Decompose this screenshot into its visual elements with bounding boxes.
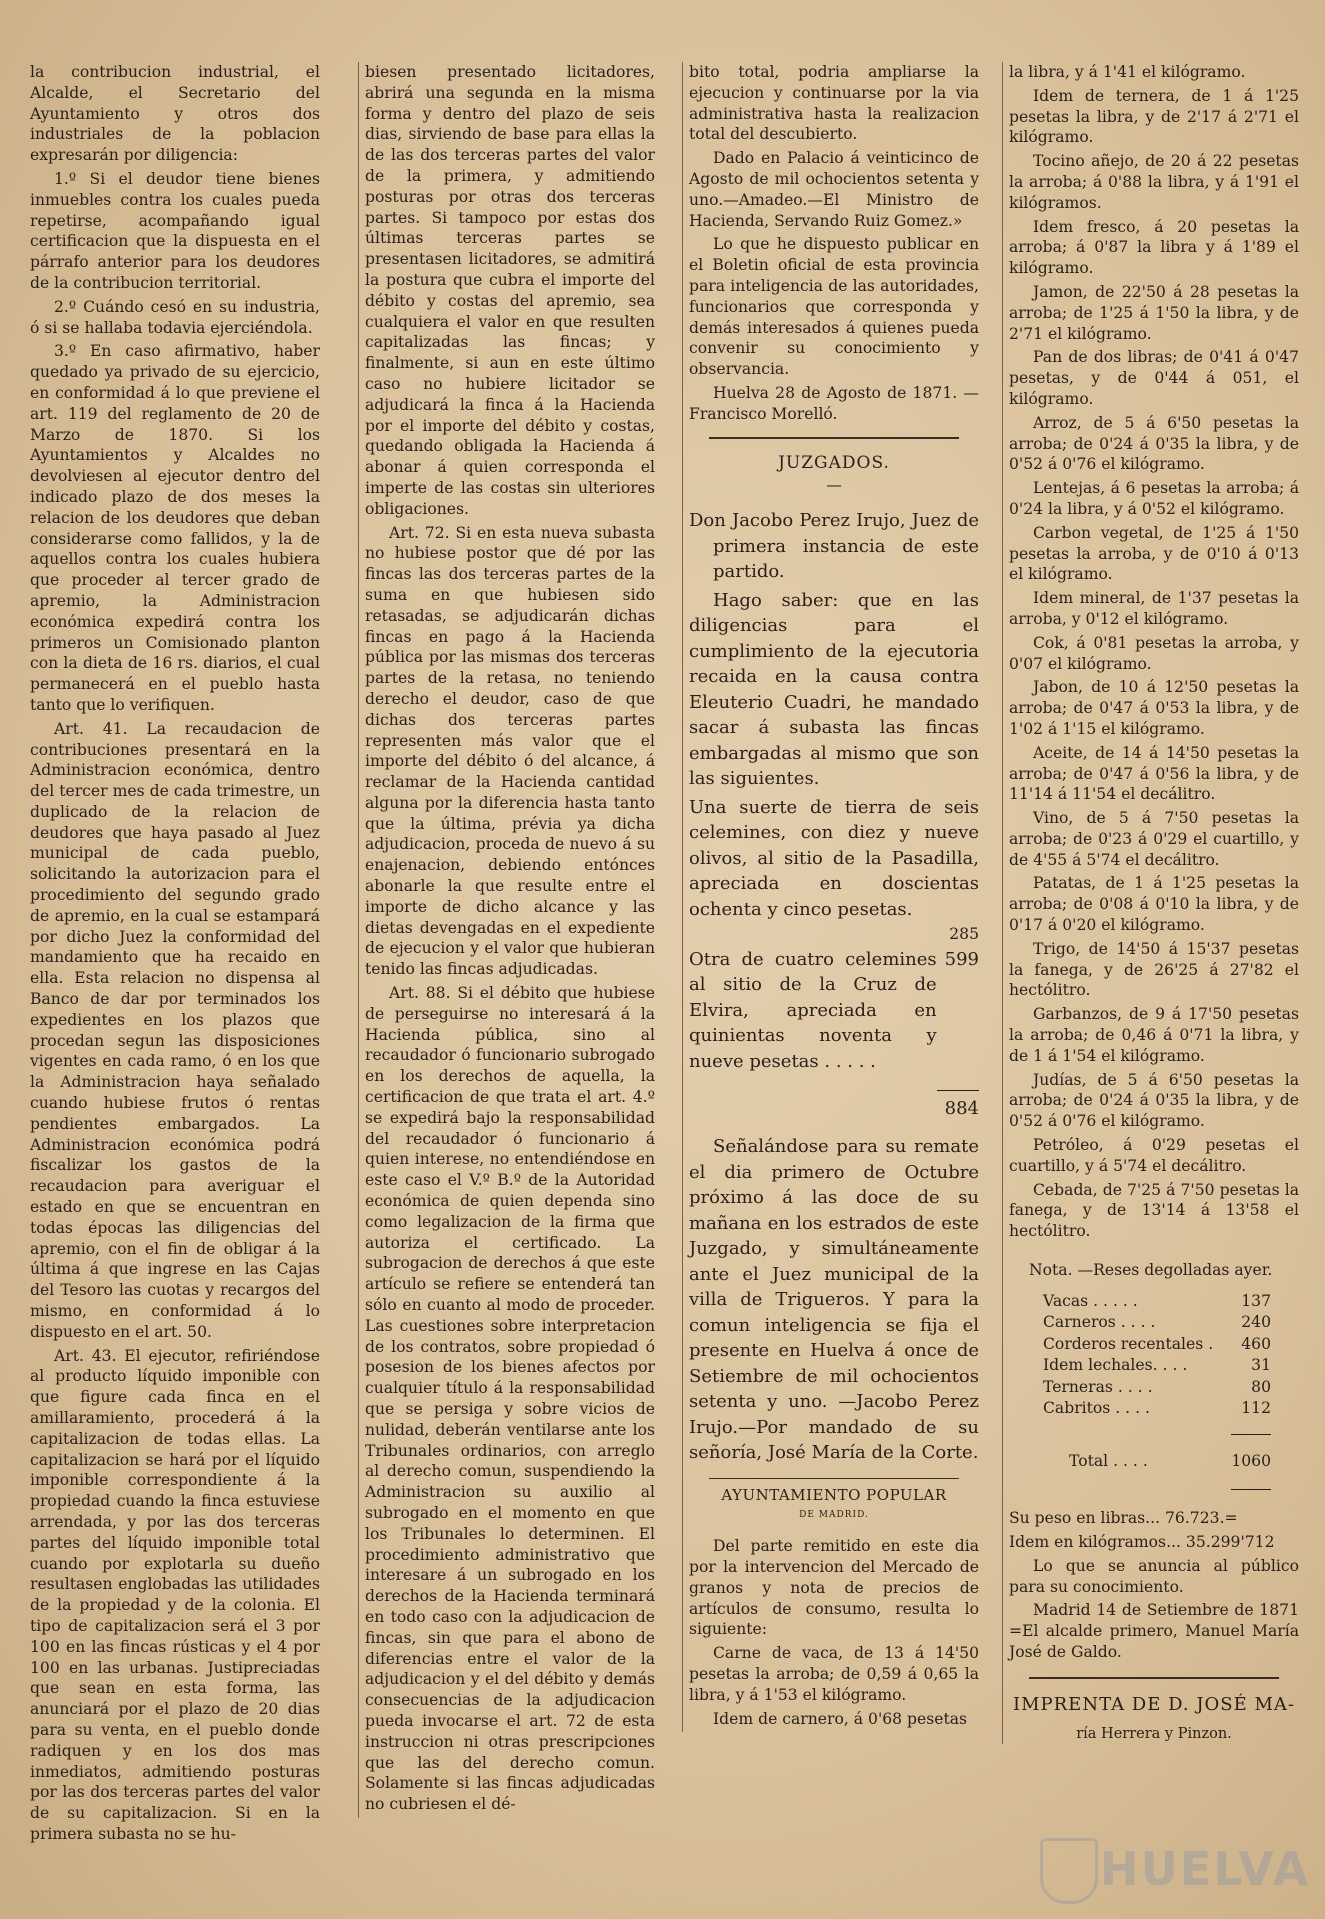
juzgados-notice bbox=[689, 508, 979, 1465]
property-total-row bbox=[689, 1099, 979, 1120]
price-line: Idem mineral, de 1'37 pesetas la arroba, y 0'12 el kilógramo. bbox=[1009, 589, 1299, 628]
paragraph: Art. 72. Si en esta nueva subasta no hubiese postor que dé por las fincas las dos terceras partes de la suma en que hubiesen sido retasadas, se adjudicarán dichas fincas en pago á la Hacienda pública por las mismas dos terceras partes de la retasa, no teniendo derecho el deudor, caso de que dichas dos terceras partes representen más valor que el importe del débito ó del alcance, á reclamar de la Hacienda cantidad alguna por la diferencia hasta tanto que la última, prévia ya dicha adjudicacion, proceda de nuevo á su enajenacion, debiendo entónces abonarle la que resulte entre el importe de dicho alcance y las dietas devengadas en el expediente de ejecucion y el valor que hubieran tenido las fincas adjudicadas. bbox=[365, 523, 655, 979]
paragraph: Art. 41. La recaudacion de contribuciones presentará en la Administracion económica, dentro del tercer mes de cada trimestre, un duplicado de la relacion de deudores que haya pasado al Juez municipal de cada pueblo, solicitando la autorizacion para el procedimiento del segundo grado de apremio, en la cual se estampará por dicho Juez la conformidad del mandamiento que ha recaido en ella. Esta relacion no dispensa al Banco de dar por terminados los expedientes en los plazos que procedan segun las disposiciones vigentes en cada ramo, ó en los que la Administracion haya señalado cuando hubiese frutos ó rentas pendientes embargados. La Administracion económica podrá fiscalizar los gastos de la recaudacion para averiguar el estado en que se encuentran en todas épocas las diligencias del apremio, con el fin de obligar á la última á que ingrese en las Cajas del Tesoro las cuotas y recargos del mismo, en conformidad á lo dispuesto en el art. 50. bbox=[30, 719, 320, 1341]
paragraph: Señalándose para su remate el dia primero de Octubre próximo á las doce de su mañana en los estrados de este Juzgado, y simultáneamente ante el Juez municipal de la villa de Trigueros. Y para la comun inteligencia se fija el presente en Huelva á once de Setiembre de mil ochocientos setenta y uno. —Jacobo Perez Irujo.—Por mandado de su señoría, José María de la Corte. bbox=[689, 1136, 979, 1464]
property-item bbox=[689, 795, 979, 923]
paragraph: Art. 43. El ejecutor, refiriéndose al producto líquido imponible con que figure cada finca en el amillaramiento, procederá á la capitalizacion de todas ellas. La capitalizacion se hará por el líquido imponible correspondiente á la propiedad cuando la finca estuviese arrendada, y por las dos terceras partes del líquido imponible total cuando por explotarla su dueño resultasen englobadas las utilidades de la propiedad y de la colonia. El tipo de capitalizacion será el 3 por 100 en las fincas rústicas y el 4 por 100 en las urbanas. Justipreciadas que sean en esta forma, las anunciará por el plazo de 20 dias para su venta, en el pueblo donde radiquen y en los dos mas inmediatos, admitiendo posturas por las dos terceras partes del valor de su capitalizacion. Si en la primera subasta no se hu- bbox=[30, 1346, 320, 1843]
price-line: Vino, de 5 á 7'50 pesetas la arroba; de 0'23 á 0'29 el cuartillo, y de 4'55 á 5'74 el decálitro. bbox=[1009, 809, 1299, 869]
price-line: Garbanzos, de 9 á 17'50 pesetas la arroba; de 0,46 á 0'71 la libra, y de 1 á 1'54 el kilógramo. bbox=[1009, 1005, 1299, 1065]
property-amount: 599 bbox=[944, 948, 979, 970]
price-line: Carbon vegetal, de 1'25 á 1'50 pesetas la arroba, y de 0'10 á 0'13 el kilógramo. bbox=[1009, 523, 1299, 584]
reses-row bbox=[1043, 1377, 1271, 1399]
section-divider bbox=[709, 437, 959, 439]
paragraph: Carne de vaca, de 13 á 14'50 pesetas la arroba; de 0,59 á 0,65 la libra, y á 1'53 el kilógramo. bbox=[689, 1644, 979, 1704]
paragraph: Art. 88. Si el débito que hubiese de perseguirse no interesará á la Hacienda pública, sino al recaudador ó funcionario subrogado en los derechos de aquella, la certificacion de que trata el art. 4.º se expedirá bajo la responsabilidad del recaudador ó funcionario á quien interese, no entendiéndose en este caso el V.º B.º de la Autoridad económica de quien dependa sino como legalizacion de la firma que autoriza el certificado. La subrogacion de derechos á que este artículo se refiere se entenderá tan sólo en cuanto al modo de proceder. Las cuestiones sobre interpretacion de los contratos, sobre propiedad ó posesion de los bienes afectos por cualquier título á la responsabilidad que se persiga y sobre vicios de nulidad, deberán ventilarse ante los Tribunales ordinarios, con arreglo al derecho comun, suspendiendo la Administracion su auxilio al subrogado en el momento en que los Tribunales lo determinen. El procedimiento administrativo que interesare á un subrogado en los derechos de la Hacienda terminará en todo caso con la adjudicacion de fincas, sin que para el abono de diferencias entre el valor de la adjudicacion y el del débito y demás consecuencias de la adjudicacion pueda invocarse el art. 72 de esta instruccion ni otras prescripciones que las del derecho comun. Solamente si las fincas adjudicadas no cubriesen el dé- bbox=[365, 984, 655, 1814]
imprenta-line-2: ría Herrera y Pinzon. bbox=[1076, 1725, 1232, 1742]
price-line: Jabon, de 10 á 12'50 pesetas la arroba; de 0'47 á 0'53 la libra, y de 1'02 á 1'15 el kilógramo. bbox=[1009, 678, 1299, 738]
paragraph: bito total, podria ampliarse la ejecucion y continuarse por la via administrativa hasta la realizacion total del descubierto. bbox=[689, 63, 979, 144]
closing-line: Madrid 14 de Setiembre de 1871 =El alcalde primero, Manuel María José de Galdo. bbox=[1009, 1601, 1299, 1661]
price-line: Pan de dos libras; de 0'41 á 0'47 pesetas, y de 0'44 á 051, el kilógramo. bbox=[1009, 348, 1299, 408]
price-line: Idem fresco, á 20 pesetas la arroba; á 0'87 la libra y á 1'89 el kilógramo. bbox=[1009, 217, 1299, 278]
column-2 bbox=[358, 62, 655, 1818]
closing-line: Idem en kilógramos... 35.299'712 bbox=[1009, 1533, 1275, 1552]
total-value: 1060 bbox=[1231, 1451, 1271, 1470]
reses-label: Vacas . . . . . bbox=[1043, 1291, 1138, 1310]
column-4 bbox=[1002, 62, 1299, 1744]
reses-label: Idem lechales. . . . bbox=[1043, 1356, 1188, 1375]
reses-row bbox=[1043, 1334, 1271, 1356]
reses-value: 80 bbox=[1251, 1377, 1271, 1396]
paragraph: Lo que he dispuesto publicar en el Boletin oficial de esta provincia para inteligencia de las autoridades, funcionarios que corresponda y demás interesados á quienes pueda convenir su conocimiento y observancia. bbox=[689, 235, 979, 379]
paragraph: 2.º Cuándo cesó en su industria, ó si se hallaba todavia ejerciéndola. bbox=[30, 297, 320, 337]
reses-row bbox=[1043, 1291, 1271, 1313]
price-line: Trigo, de 14'50 á 15'37 pesetas la fanega, y de 26'25 á 27'82 el hectólitro. bbox=[1009, 939, 1299, 1000]
total-label: Total . . . . bbox=[1069, 1451, 1148, 1470]
reses-value: 137 bbox=[1241, 1291, 1271, 1310]
ayuntamiento-subheading: DE MADRID. bbox=[799, 1510, 869, 1521]
price-line: Cebada, de 7'25 á 7'50 pesetas la fanega, y de 13'14 á 13'58 el hectólitro. bbox=[1009, 1180, 1299, 1241]
closing-line: Su peso en libras... 76.723.= bbox=[1009, 1509, 1238, 1528]
total-rule bbox=[1009, 1420, 1271, 1441]
reses-label: Cabritos . . . . bbox=[1043, 1399, 1150, 1418]
watermark-seal-icon bbox=[1040, 1838, 1098, 1904]
paragraph: 1.º Si el deudor tiene bienes inmuebles contra los cuales pueda repetirse, acompañando igual certificacion que la dispuesta en el párrafo anterior para los deudores de la contribucion territorial. bbox=[30, 169, 320, 292]
property-amount-row bbox=[689, 924, 979, 945]
reses-row bbox=[1043, 1355, 1271, 1377]
property-description: Una suerte de tierra de seis celemines, con diez y nueve olivos, al sitio de la Pasadilla, apreciada en doscientas ochenta y cinco pesetas. bbox=[689, 796, 979, 920]
property-total: 884 bbox=[944, 1098, 979, 1120]
reses-row bbox=[1043, 1398, 1271, 1420]
heading-dash: — bbox=[826, 476, 842, 495]
section-divider bbox=[709, 1478, 959, 1479]
reses-value: 460 bbox=[1241, 1334, 1271, 1353]
sum-rule bbox=[689, 1076, 979, 1097]
paragraph: biesen presentado licitadores, abrirá una segunda en la misma forma y dentro del plazo de seis dias, sirviendo de base para ellas la de las dos terceras partes del valor de la primera, y admitiendo posturas por otras dos terceras partes. Si tampoco por estas dos últimas terceras partes se presentasen licitadores, se admitirá la postura que cubra el importe del débito y costas del apremio, sea cualquiera el valor en que resulten capitalizadas las fincas; y finalmente, si aun en este último caso no hubiere licitador se adjudicará la finca á la Hacienda por el importe del débito y costas, quedando obligada la Hacienda á abonar á quien corresponda el imperte de las costas sin ulteriores obligaciones. bbox=[365, 63, 655, 518]
price-line: Aceite, de 14 á 14'50 pesetas la arroba; de 0'47 á 0'56 la libra, y de 11'14 á 11'54 el decálitro. bbox=[1009, 743, 1299, 804]
price-line: Arroz, de 5 á 6'50 pesetas la arroba; de 0'24 á 0'35 la libra, y de 0'52 á 0'76 el kilógramo. bbox=[1009, 413, 1299, 474]
paragraph: Don Jacobo Perez Irujo, Juez de primera instancia de este partido. bbox=[689, 510, 979, 583]
paragraph: 3.º En caso afirmativo, haber quedado ya privado de su ejercicio, en conformidad á lo que previene el art. 119 del reglamento de 20 de Marzo de 1870. Si los Ayuntamientos y Alcaldes no devolviesen al ejecutor dentro del indicado plazo de dos meses la relacion de los deudores que deban considerarse como fallidos, y la de aquellos contra los cuales hubiera que proceder al tercer grado de apremio, la Administracion económica expedirá contra los primeros un Comisionado planton con la dieta de 16 rs. diarios, el cual permanecerá en el pueblo hasta tanto que lo verifiquen. bbox=[30, 342, 320, 714]
nota-heading: Nota. —Reses degolladas ayer. bbox=[1029, 1261, 1273, 1280]
watermark: HUELVA bbox=[1100, 1842, 1311, 1896]
reses-label: Corderos recentales . bbox=[1043, 1334, 1214, 1353]
total-rule bbox=[1009, 1475, 1271, 1496]
reses-row bbox=[1043, 1312, 1271, 1334]
price-line: Lentejas, á 6 pesetas la arroba; á 0'24 la libra, y á 0'52 el kilógramo. bbox=[1009, 479, 1299, 518]
price-line: Tocino añejo, de 20 á 22 pesetas la arroba; á 0'88 la libra, y á 1'91 el kilógramos. bbox=[1009, 152, 1299, 212]
price-line: Idem de ternera, de 1 á 1'25 pesetas la libra, y de 2'17 á 2'71 el kilógramo. bbox=[1009, 86, 1299, 147]
closing-line: Lo que se anuncia al público para su conocimiento. bbox=[1009, 1556, 1299, 1596]
reses-label: Terneras . . . . bbox=[1043, 1377, 1153, 1396]
price-line: Jamon, de 22'50 á 28 pesetas la arroba; de 1'25 á 1'50 la libra, y de 2'71 el kilógramo. bbox=[1009, 282, 1299, 343]
price-line: la libra, y á 1'41 el kilógramo. bbox=[1009, 63, 1246, 81]
paragraph: la contribucion industrial, el Alcalde, el Secretario del Ayuntamiento y otros dos industriales de la poblacion expresarán por diligencia: bbox=[30, 63, 320, 165]
reses-value: 240 bbox=[1241, 1313, 1271, 1332]
column-3 bbox=[682, 62, 979, 1732]
property-description: Otra de cuatro celemines al sitio de la Cruz de Elvira, apreciada en quinientas noventa y nueve pesetas . . . . . bbox=[689, 948, 937, 1072]
reses-value: 112 bbox=[1241, 1399, 1271, 1418]
juzgados-heading: JUZGADOS. bbox=[778, 452, 890, 473]
price-line: Petróleo, á 0'29 pesetas el cuartillo, y á 5'74 el decálitro. bbox=[1009, 1136, 1299, 1175]
property-amount: 285 bbox=[949, 925, 979, 944]
reses-label: Carneros . . . . bbox=[1043, 1313, 1156, 1332]
imprenta-line: IMPRENTA DE D. JOSÉ MA- bbox=[1012, 1693, 1296, 1715]
reses-value: 31 bbox=[1251, 1356, 1271, 1375]
reses-total-row bbox=[1069, 1451, 1271, 1472]
paragraph: Huelva 28 de Agosto de 1871. —Francisco Morelló. bbox=[689, 383, 979, 423]
column-1 bbox=[30, 62, 320, 1848]
price-line: Judías, de 5 á 6'50 pesetas la arroba; de 0'24 á 0'35 la libra, y de 0'52 á 0'76 el kilógramo. bbox=[1009, 1070, 1299, 1131]
property-item bbox=[689, 947, 979, 1075]
price-line: Cok, á 0'81 pesetas la arroba, y 0'07 el kilógramo. bbox=[1009, 633, 1299, 673]
section-divider bbox=[1029, 1677, 1279, 1679]
paragraph: Del parte remitido en este dia por la intervencion del Mercado de granos y nota de precios de artículos de consumo, resulta lo siguiente: bbox=[689, 1537, 979, 1639]
price-line: Patatas, de 1 á 1'25 pesetas la arroba; de 0'08 á 0'10 la libra, y de 0'17 á 0'20 el kilógramo. bbox=[1009, 874, 1299, 935]
paragraph: Dado en Palacio á veinticinco de Agosto de mil ochocientos setenta y uno.—Amadeo.—El Ministro de Hacienda, Servando Ruiz Gomez.» bbox=[689, 149, 979, 230]
paragraph: Idem de carnero, á 0'68 pesetas bbox=[713, 1709, 968, 1728]
ayuntamiento-heading: AYUNTAMIENTO POPULAR bbox=[721, 1485, 947, 1504]
paragraph: Hago saber: que en las diligencias para el cumplimiento de la ejecutoria recaida en la causa contra Eleuterio Cuadri, he mandado sacar á subasta las fincas embargadas al mismo que son las siguientes. bbox=[689, 589, 979, 790]
